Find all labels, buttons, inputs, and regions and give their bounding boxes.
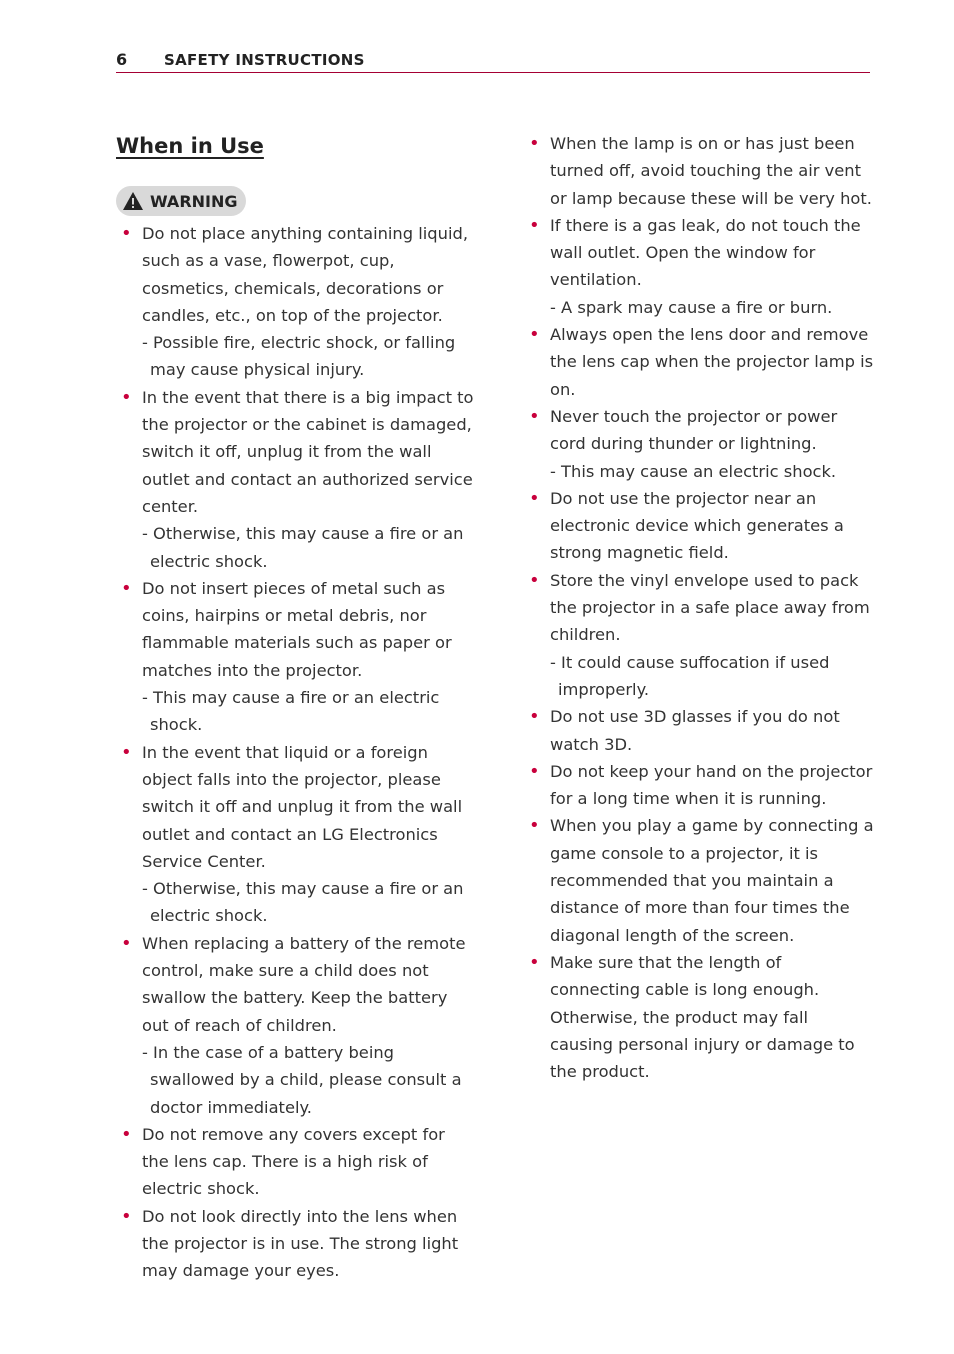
list-item: • When the lamp is on or has just been turned off, avoid touching the air vent or lamp because these will be very hot. xyxy=(524,130,876,212)
list-item: • Always open the lens door and remove the lens cap when the projector lamp is on. xyxy=(524,321,876,403)
list-item: • Do not insert pieces of metal such as coins, hairpins or metal debris, nor flammable materials such as paper or matches into the projector. - This may cause a fire or an electric shock. xyxy=(116,575,476,739)
list-item: • Do not use 3D glasses if you do not watch 3D. xyxy=(524,703,876,758)
page-header xyxy=(116,48,870,73)
section-title: When in Use xyxy=(116,134,264,158)
list-item: • Do not look directly into the lens when the projector is in use. The strong light may damage your eyes. xyxy=(116,1203,476,1285)
warning-triangle-icon xyxy=(122,191,144,211)
list-item: • If there is a gas leak, do not touch the wall outlet. Open the window for ventilation. - A spark may cause a fire or burn. xyxy=(524,212,876,321)
page-number: 6 xyxy=(116,50,128,69)
list-item: • Store the vinyl envelope used to pack the projector in a safe place away from children. - It could cause suffocation if used improperly. xyxy=(524,567,876,703)
list-item: • Never touch the projector or power cord during thunder or lightning. - This may cause an electric shock. xyxy=(524,403,876,485)
warning-label: WARNING xyxy=(150,191,238,211)
section-name: SAFETY INSTRUCTIONS xyxy=(164,51,365,69)
list-item: • In the event that there is a big impact to the projector or the cabinet is damaged, switch it off, unplug it from the wall outlet and contact an authorized service center. - Otherwise, this may cause a fire or an electric shock. xyxy=(116,384,476,575)
list-item: • When you play a game by connecting a game console to a projector, it is recommended that you maintain a distance of more than four times the diagonal length of the screen. xyxy=(524,812,876,948)
list-item: • Make sure that the length of connecting cable is long enough. Otherwise, the product may fall causing personal injury or damage to the product. xyxy=(524,949,876,1085)
list-item: • Do not keep your hand on the projector for a long time when it is running. xyxy=(524,758,876,813)
list-item: • In the event that liquid or a foreign object falls into the projector, please switch it off and unplug it from the wall outlet and contact an LG Electronics Service Center. - Otherwise, this may cause a fire or an electric shock. xyxy=(116,739,476,930)
list-item: • When replacing a battery of the remote control, make sure a child does not swallow the battery. Keep the battery out of reach of children. - In the case of a battery being swallowed by a child, please consult a doctor immediately. xyxy=(116,930,476,1121)
right-column xyxy=(524,130,876,1085)
warning-badge xyxy=(116,186,246,216)
right-bullet-list xyxy=(524,130,876,1085)
left-column xyxy=(116,128,476,1285)
list-item: • Do not remove any covers except for the lens cap. There is a high risk of electric shock. xyxy=(116,1121,476,1203)
list-item: • Do not place anything containing liquid, such as a vase, flowerpot, cup, cosmetics, chemicals, decorations or candles, etc., on top of the projector. - Possible fire, electric shock, or falling may cause physical injury. xyxy=(116,220,476,384)
list-item: • Do not use the projector near an electronic device which generates a strong magnetic field. xyxy=(524,485,876,567)
left-bullet-list xyxy=(116,220,476,1285)
